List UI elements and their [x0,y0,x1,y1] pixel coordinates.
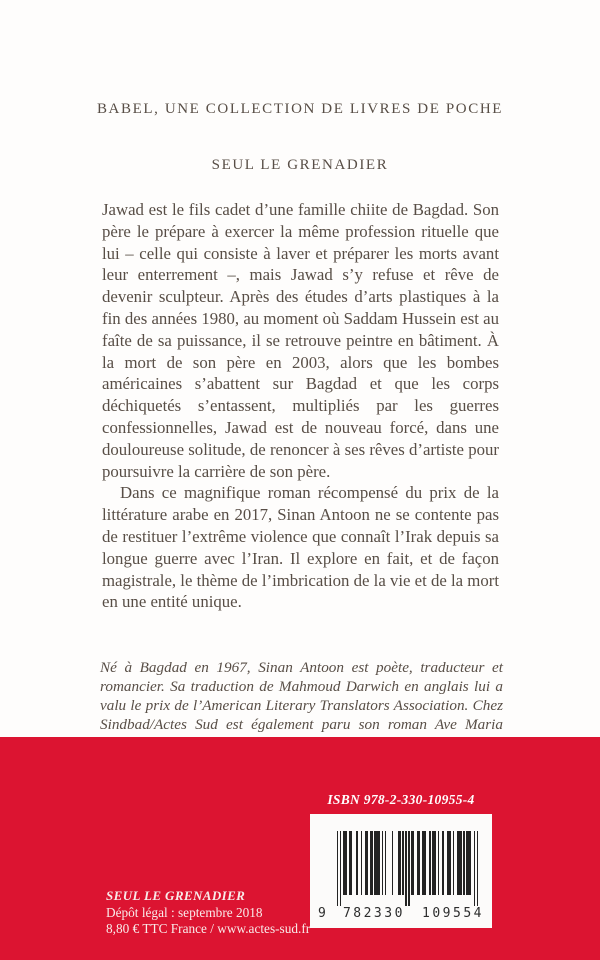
barcode-digit-group-1: 782330 [342,906,405,921]
imprint-block [106,888,310,938]
isbn-text: ISBN 978-2-330-10955-4 [327,792,475,807]
barcode-bars [337,831,478,909]
barcode-digit-lead: 9 [318,906,326,921]
synopsis-paragraph-2: Dans ce magnifique roman récompensé du prix de la littérature arabe en 2017, Sinan Antoon ne se contente pas de restituer l’extrême violence que connaît l’Irak depuis sa longue guerre avec l’Iran. Il explore en fait, et de façon magistrale, le thème de l’imbrication de la vie et de la mort en une entité unique. [102,483,500,612]
barcode-digits [318,906,484,921]
collection-header: BABEL, UNE COLLECTION DE LIVRES DE POCHE [96,101,504,117]
synopsis-paragraph-1: Jawad est le fils cadet d’une famille chiite de Bagdad. Son père le prépare à exercer la même profession rituelle que lui – celle qui consiste à laver et préparer les morts avant leur enterrement –, mais Jawad s’y refuse et rêve de devenir sculpteur. Après des études d’arts plastiques à la fin des années 1980, au moment où Saddam Hussein est au faîte de sa puissance, il se retrouve peintre en bâtiment. À la mort de son père en 2003, alors que les bombes américaines s’abattent sur Bagdad et que les corps déchiquetés s’entassent, multipliés par les guerres confessionnelles, Jawad est de nouveau forcé, dans une douloureuse solitude, de renoncer à ses rêves d’artiste pour poursuivre la carrière de son père. [102,200,499,481]
imprint-price-site: 8,80 € TTC France / www.actes-sud.fr [106,921,311,936]
imprint-legal: Dépôt légal : septembre 2018 [106,904,263,920]
synopsis [102,199,499,613]
barcode-module [477,831,478,906]
author-bio: Né à Bagdad en 1967, Sinan Antoon est poète, traducteur et romancier. Sa traduction de Mahmoud Darwich en anglais lui a valu le prix de l’American Literary Translators Association. Chez Sindbad/Actes Sud est également paru son roman Ave Maria [100,659,503,733]
barcode-digit-group-2: 109554 [422,906,484,921]
barcode-box [310,814,492,928]
book-title-heading: SEUL LE GRENADIER [211,157,389,173]
imprint-title: SEUL LE GRENADIER [106,888,246,903]
publisher-red-band [0,737,600,960]
